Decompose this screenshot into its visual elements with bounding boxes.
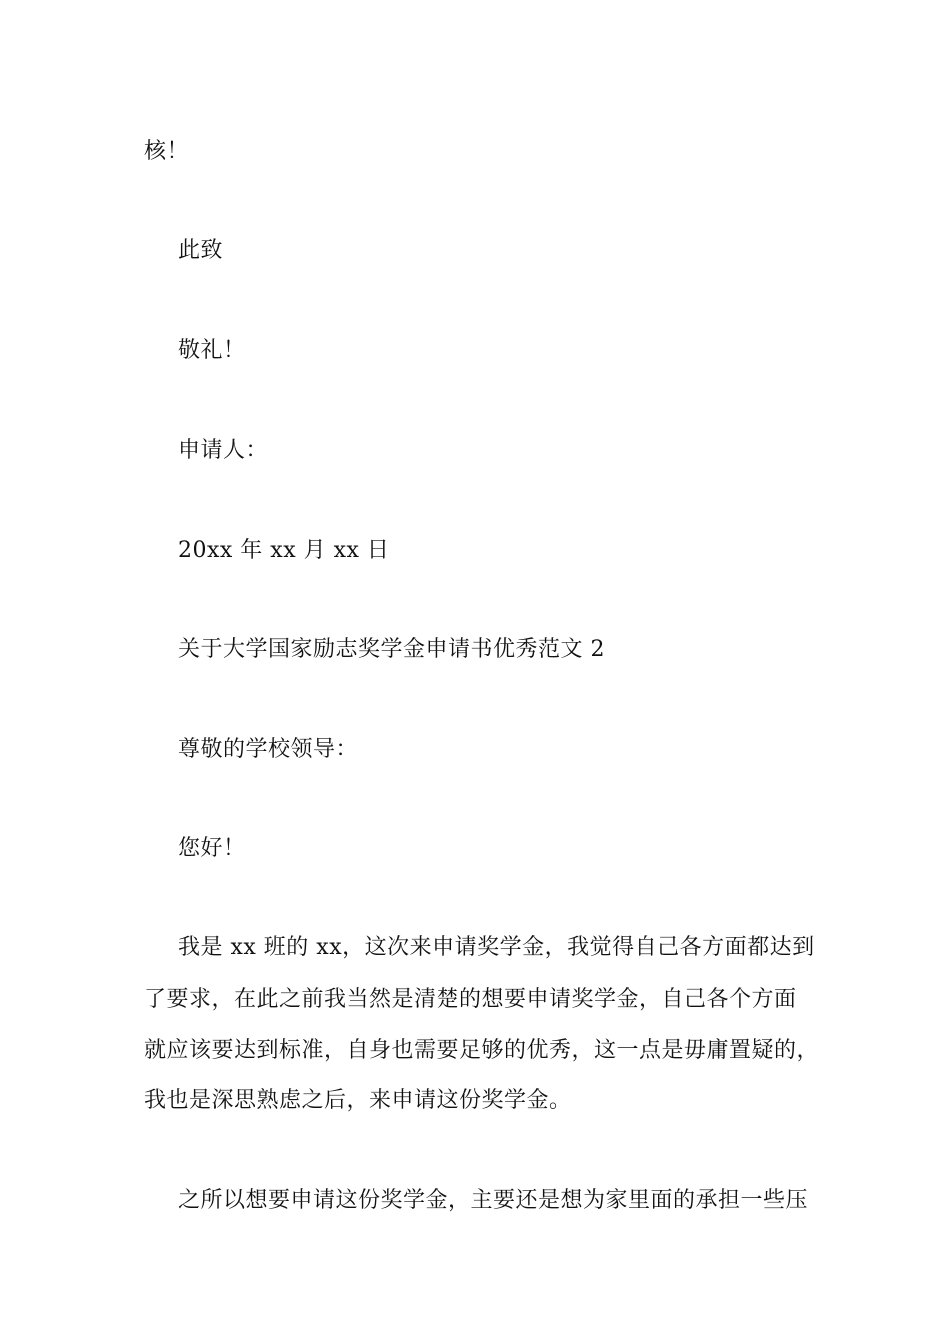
paragraph-1-line-2: 了要求，在此之前我当然是清楚的想要申请奖学金，自己各个方面	[144, 987, 797, 1012]
section-title: 关于大学国家励志奖学金申请书优秀范文 2	[178, 637, 605, 662]
salutation-cizhi: 此致	[178, 238, 224, 263]
salutation-jingli: 敬礼！	[178, 338, 246, 363]
closing-fragment: 核！	[144, 139, 190, 164]
paragraph-1-line-3: 就应该要达到标准，自身也需要足够的优秀，这一点是毋庸置疑的，	[144, 1038, 820, 1063]
paragraph-1-line-4: 我也是深思熟虑之后，来申请这份奖学金。	[144, 1088, 572, 1113]
paragraph-2-line-1: 之所以想要申请这份奖学金，主要还是想为家里面的承担一些压	[178, 1188, 809, 1213]
paragraph-1-line-1: 我是 xx 班的 xx，这次来申请奖学金，我觉得自己各方面都达到	[178, 935, 815, 960]
applicant-label: 申请人：	[178, 438, 269, 463]
date-line: 20xx 年 xx 月 xx 日	[178, 538, 390, 563]
greeting-recipient: 尊敬的学校领导：	[178, 737, 359, 762]
greeting-hello: 您好！	[178, 836, 246, 861]
